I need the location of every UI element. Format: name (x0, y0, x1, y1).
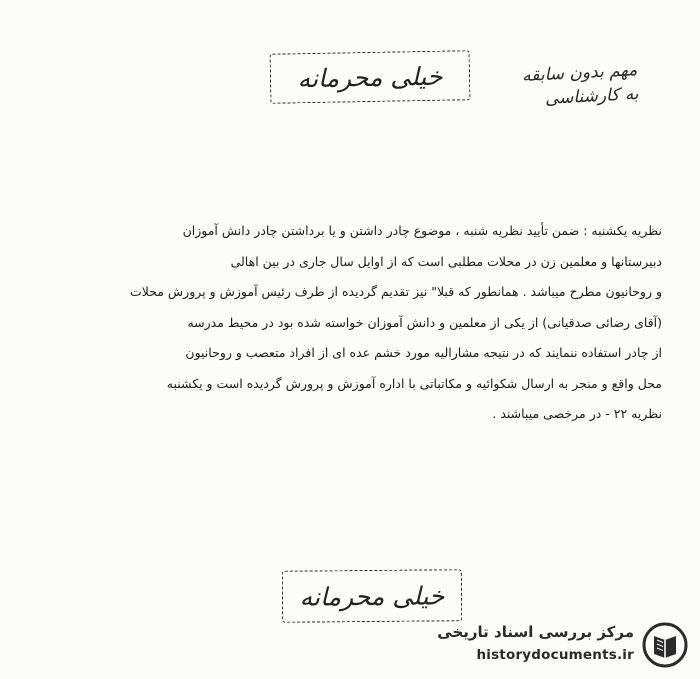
report-line-4: (آقای رضائی صدقیانی) از یکی از معلمین و دانش آموزان خواسته شده بود در محیط مدرسه (187, 314, 662, 330)
handwritten-annotation (487, 58, 639, 114)
watermark (418, 620, 688, 672)
annotation-line-1: مهم بدون سابقه (521, 60, 638, 87)
book-logo-icon (642, 622, 688, 668)
watermark-url: historydocuments.ir (476, 647, 634, 663)
bottom-classification-stamp: خیلی محرمانه (282, 569, 462, 623)
report-line-7: نظریه ۲۲ - در مرخصی میباشند . (492, 406, 662, 421)
report-line-5: از چادر استفاده ننمایند که در نتیجه مشارالیه مورد خشم عده ای از افراد متعصب و روحانیون (185, 345, 662, 360)
report-line-6: محل واقع و منجر به ارسال شکوائیه و مکاتباتی با اداره آموزش و پرورش گردیده است و یکشنبه (166, 375, 662, 391)
report-body (38, 216, 662, 430)
watermark-title: مرکز بررسی اسناد تاریخی (437, 623, 634, 641)
annotation-line-2: به کارشناسی (544, 84, 640, 109)
top-classification-stamp: خیلی محرمانه (270, 50, 471, 103)
report-line-2: دبیرستانها و معلمین زن در محلات مطلبی است که از اوایل سال جاری در بین اهالی (230, 253, 662, 269)
report-line-1: نظریه یکشنبه : ضمن تأیید نظریه شنبه ، موضوع چادر داشتن و یا برداشتن چادر دانش آموزان (182, 223, 662, 238)
report-line-3: و روحانیون مطرح میباشد . همانطور که قبلا" نیز تقدیم گردیده از طرف رئیس آموزش و پرورش محلات (129, 284, 662, 299)
